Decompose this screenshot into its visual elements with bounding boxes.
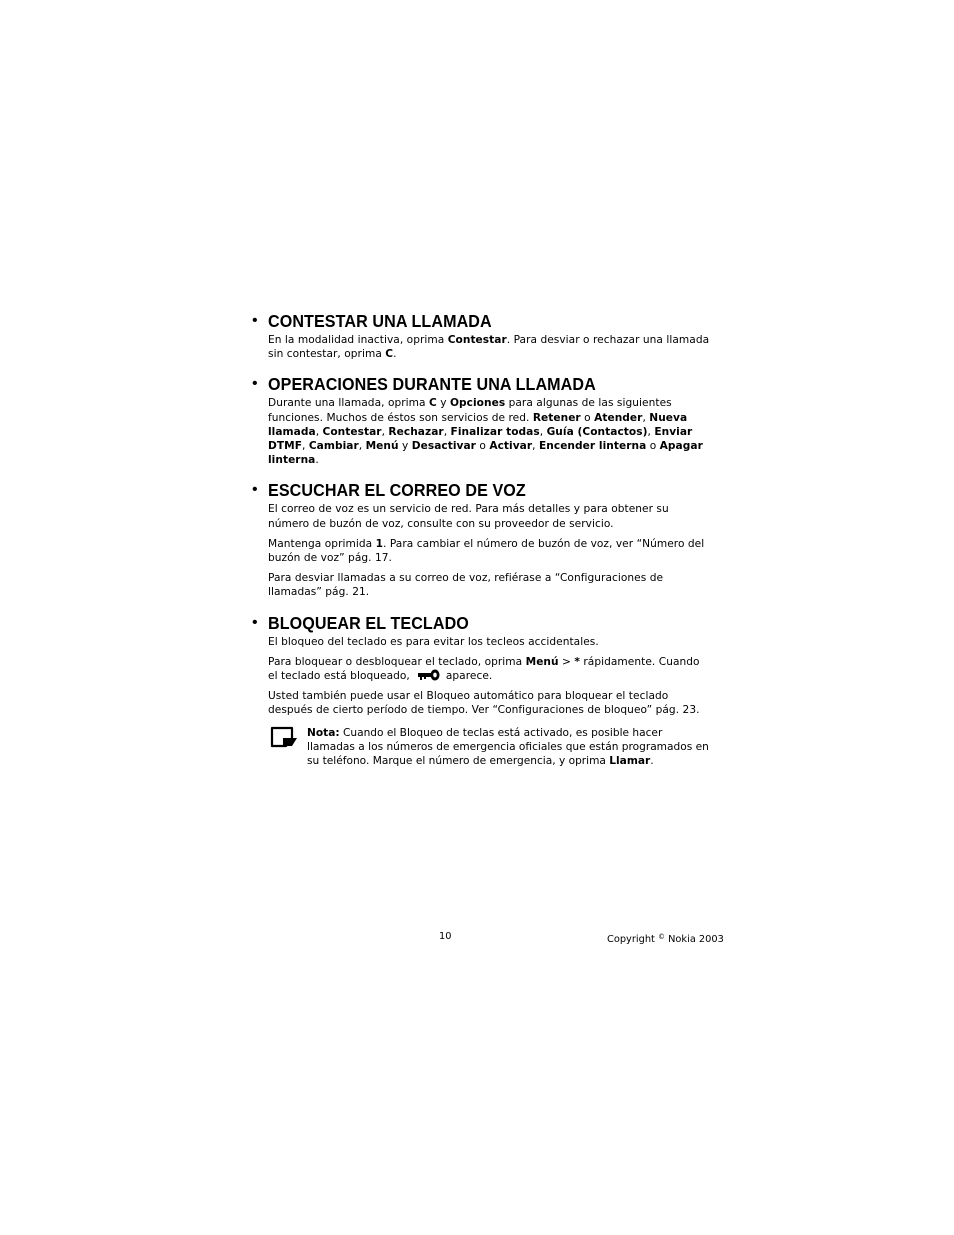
paragraph: Usted también puede usar el Bloqueo automático para bloquear el teclado después de cierto período de tiempo. Ver “Configuraciones de bloqueo” pág. 23.	[268, 690, 700, 717]
section-operaciones	[252, 372, 712, 467]
text-run: ,	[358, 440, 366, 453]
text-run: ,	[647, 425, 655, 438]
paragraph	[268, 396, 712, 467]
copyright-symbol: ©	[657, 933, 665, 941]
bold-run: 1	[375, 537, 383, 550]
text-run: o	[475, 440, 490, 453]
text-run: ,	[642, 411, 650, 424]
bold-run: C	[385, 348, 394, 361]
paragraph	[268, 333, 712, 361]
text-run: ,	[532, 440, 539, 453]
text-run: .	[393, 348, 397, 361]
section-title: BLOQUEAR EL TECLADO	[268, 612, 469, 633]
text-run: o	[646, 440, 660, 453]
text-run: ,	[302, 440, 309, 453]
text-run: >	[558, 655, 575, 668]
bold-run: Retener	[532, 411, 581, 424]
bullet: •	[252, 613, 258, 631]
text-run: Durante una llamada, oprima	[268, 397, 429, 410]
text-run: y	[436, 397, 450, 410]
section-heading	[252, 611, 712, 635]
bold-run: Encender linterna	[538, 440, 647, 453]
bold-run: Atender	[594, 411, 643, 424]
bold-run: Enviar DTMF	[268, 425, 693, 453]
text-run: . Para desviar o rechazar una llamada sin contestar, oprima	[268, 334, 710, 361]
paragraph: Para desviar llamadas a su correo de voz, refiérase a “Configuraciones de llamadas” pág. 21.	[268, 572, 664, 599]
section-contestar	[252, 309, 712, 361]
copyright	[607, 930, 724, 947]
bold-run: Guía (Contactos)	[546, 425, 648, 438]
text-run: y	[398, 440, 412, 453]
paragraph	[268, 655, 712, 683]
note-box	[268, 726, 712, 769]
bold-run: Nueva llamada	[268, 411, 688, 438]
text-run: ,	[539, 425, 547, 438]
note-label: Nota:	[307, 726, 340, 739]
bold-run: Menú	[365, 440, 399, 453]
text-run: . Para cambiar el número de buzón de voz, ver “Número del buzón de voz” pág. 17.	[268, 537, 705, 565]
text-run: Cuando el Bloqueo de teclas está activado, es posible hacer llamadas a los números de emergencia oficiales que están programados en su teléfono. Marque el número de emergencia, y oprima	[307, 726, 709, 768]
section-heading	[252, 478, 712, 502]
paragraph	[268, 537, 712, 565]
text-run: aparece.	[445, 670, 493, 683]
copyright-text: Copyright	[607, 934, 658, 945]
page-number: 10	[439, 931, 452, 942]
bold-run: Llamar	[609, 755, 651, 768]
bullet: •	[252, 312, 258, 329]
paragraph: El bloqueo del teclado es para evitar los tecleos accidentales.	[268, 635, 599, 648]
paragraph: El correo de voz es un servicio de red. Para más detalles y para obtener su número de buzón de voz, consulte con su proveedor de servicio.	[268, 503, 669, 530]
section-heading	[252, 309, 712, 333]
bold-run: C	[428, 397, 437, 410]
section-title: OPERACIONES DURANTE UNA LLAMADA	[268, 374, 596, 395]
section-heading	[252, 372, 712, 396]
section-title: CONTESTAR UNA LLAMADA	[268, 311, 492, 331]
section-bloquear-teclado	[252, 611, 712, 769]
bold-run: Apagar linterna	[268, 440, 703, 467]
text-run: ,	[443, 425, 451, 438]
text-run: rápidamente. Cuando el teclado está bloqueado,	[268, 655, 700, 683]
bold-run: Activar	[489, 440, 533, 453]
note-text	[307, 727, 709, 767]
copyright-owner: Nokia 2003	[664, 934, 724, 945]
bold-run: Cambiar	[308, 440, 359, 453]
bold-run: Rechazar	[388, 425, 444, 438]
keyguard-icon	[418, 669, 440, 681]
bold-run: Opciones	[449, 397, 506, 410]
text-run: .	[315, 454, 319, 467]
bold-run: Desactivar	[411, 440, 476, 453]
page-content	[252, 309, 712, 779]
bold-run: *	[574, 655, 580, 668]
text-run: Mantenga oprimida	[268, 537, 376, 550]
bullet: •	[252, 375, 258, 393]
note-icon	[270, 726, 298, 748]
text-run: ,	[381, 425, 389, 438]
text-run: Para bloquear o desbloquear el teclado, oprima	[268, 655, 526, 668]
text-run: En la modalidad inactiva, oprima	[268, 334, 448, 346]
text-run: ,	[315, 425, 323, 438]
section-title: ESCUCHAR EL CORREO DE VOZ	[268, 480, 526, 501]
text-run: .	[650, 755, 654, 768]
bullet: •	[252, 481, 258, 499]
text-run: o	[580, 411, 595, 424]
text-run: para algunas de las siguientes funciones. Muchos de éstos son servicios de red.	[268, 397, 672, 424]
bold-run: Contestar	[322, 425, 382, 438]
bold-run: Contestar	[447, 334, 507, 346]
bold-run: Finalizar todas	[450, 425, 540, 438]
bold-run: Menú	[525, 655, 559, 668]
section-correo-voz	[252, 478, 712, 599]
